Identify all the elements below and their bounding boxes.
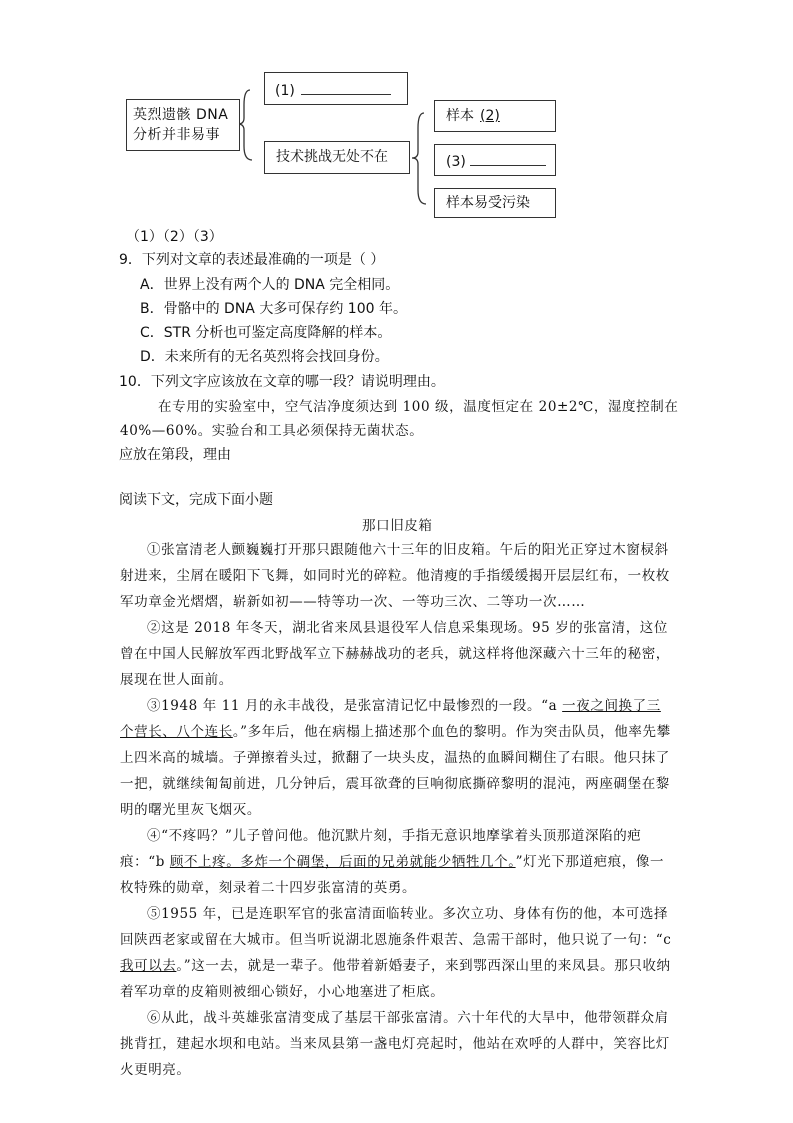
paragraph-5 [120, 901, 672, 1005]
diagram-sub2 [446, 151, 546, 171]
paragraph-2: ②这是 2018 年冬天，湖北省来凤县退役军人信息采集现场。95 岁的张富清，这位曾在中国人民解放军西北野战军立下赫赫战功的老兵，就这样将他深藏六十三年的秘密，展现在世人面前。 [120, 620, 670, 688]
p4-part-b: ”灯光下那道疤痕，像一枚特殊的勋章，刻录着二十四岁张富清的英勇。 [120, 854, 665, 896]
branch1-label: (1) [275, 83, 295, 99]
diagram-branch1 [275, 80, 391, 100]
reading-body [120, 537, 672, 1083]
p4-part-a: ④“不疼吗？”儿子曾问他。他沉默片刻，手指无意识地摩挲着头顶那道深陷的疤痕：“b [120, 828, 642, 870]
diagram-root-text: 英烈遗骸 DNA 分析并非易事 [133, 107, 229, 143]
q10-quote-line1: 在专用的实验室中，空气洁净度须达到 100 级，温度恒定在 20±2℃，湿度控制在 [158, 399, 679, 415]
paragraph-4 [120, 823, 672, 901]
q10-answer: 应放在第段，理由 [119, 447, 231, 463]
q9-option-a: A．世界上没有两个人的 DNA 完全相同。 [140, 277, 400, 293]
reading-title: 那口旧皮箱 [362, 518, 433, 534]
reading-intro: 阅读下文，完成下面小题 [119, 492, 273, 508]
q9-option-c: C．STR 分析也可鉴定高度降解的样本。 [140, 325, 392, 341]
branch1-blank [301, 80, 391, 95]
q9-option-b: B．骨骼中的 DNA 大多可保存约 100 年。 [140, 301, 407, 317]
sub1-blank-label: (2) [480, 108, 500, 124]
sub1-blank [474, 107, 540, 125]
p5-part-a: ⑤1955 年，已是连职军官的张富清面临转业。多次立功、身体有伤的他，本可选择回陕西老家或留在大城市。但当听说湖北恩施条件艰苦、急需干部时，他只说了一句：“c [120, 906, 672, 948]
diagram-branch2: 技术挑战无处不在 [276, 149, 388, 165]
sub2-label: (3) [446, 154, 466, 170]
p3-part-b: 。”多年后，他在病榻上描述那个血色的黎明。作为突击队员，他率先攀上四米高的城墙。子弹擦着头过，掀翻了一块头皮，温热的血瞬间糊住了右眼。他只抹了一把，就继续匍匐前进，几分钟后，震耳欲聋的巨响彻底撕碎黎明的混沌，两座碉堡在黎明的曙光里灰飞烟灭。 [120, 724, 671, 818]
p5-underlined: 我可以去 [120, 958, 177, 974]
q10-quote-line2: 40%—60%。实验台和工具必须保持无菌状态。 [120, 423, 424, 439]
p3-underlined: 一夜之间换了三个营长、八个连长 [120, 698, 661, 740]
diagram-sub3: 样本易受污染 [446, 195, 530, 211]
diagram-connectors [0, 0, 793, 240]
answers-line: （1）（2）（3） [126, 229, 223, 245]
q9-stem: 9．下列对文章的表述最准确的一项是（ ） [119, 252, 385, 268]
paragraph-3 [120, 693, 672, 823]
q9-option-d: D．未来所有的无名英烈将会找回身份。 [140, 349, 389, 365]
p3-part-a: ③1948 年 11 月的永丰战役，是张富清记忆中最惨烈的一段。“a [147, 698, 563, 714]
q10-stem: 10．下列文字应该放在文章的哪一段？请说明理由。 [119, 374, 445, 390]
sub2-blank [470, 151, 546, 166]
p5-part-b: 。”这一去，就是一辈子。他带着新婚妻子，来到鄂西深山里的来凤县。那只收纳着军功章的皮箱则被细心锁好，小心地塞进了柜底。 [120, 958, 671, 1000]
sub1-label: 样本 [446, 108, 474, 124]
paragraph-1: ①张富清老人颤巍巍打开那只跟随他六十三年的旧皮箱。午后的阳光正穿过木窗棂斜射进来，尘屑在暖阳下飞舞，如同时光的碎粒。他清瘦的手指缓缓揭开层层红布，一枚枚军功章金光熠熠，崭新如初——特等功一次、一等功三次、二等功一次…… [120, 542, 670, 610]
p4-underlined: 顾不上疼。多炸一个碉堡，后面的兄弟就能少牺牲几个。 [169, 854, 516, 870]
diagram-sub1 [446, 107, 540, 125]
paragraph-6: ⑥从此，战斗英雄张富清变成了基层干部张富清。六十年代的大旱中，他带领群众肩挑背扛，建起水坝和电站。当来凤县第一盏电灯亮起时，他站在欢呼的人群中，笑容比灯火更明亮。 [120, 1010, 670, 1078]
